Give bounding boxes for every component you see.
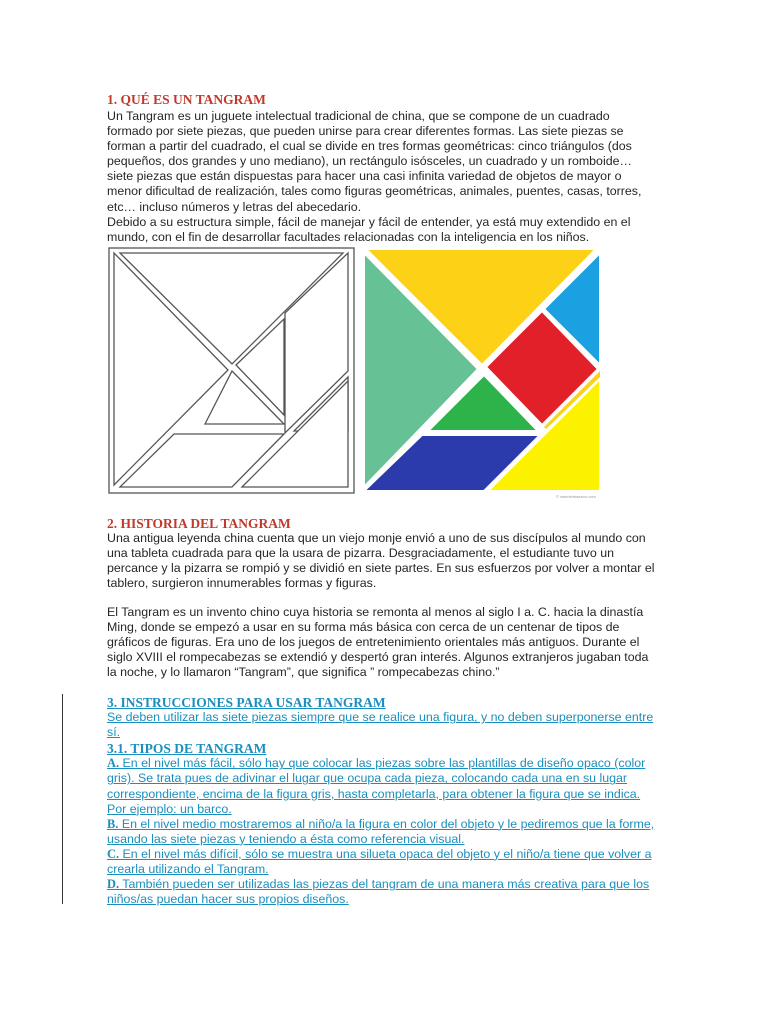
item-line[interactable]: gris). Se trata pues de adivinar el lugar que ocupa cada pieza, colocando cada una en su lugar xyxy=(107,771,628,786)
item-line[interactable]: En el nivel más fácil, sólo hay que colocar las piezas sobre las plantillas de diseño opaco (color xyxy=(119,756,646,771)
text-line: percance y la pizarra se rompió y se dividió en siete partes. En sus esfuerzos por volver a montar el xyxy=(107,561,655,576)
text-line: Ming, donde se empezó a usar en su forma más básica con cerca de un centenar de tipos de xyxy=(107,620,620,635)
item-line[interactable]: En el nivel medio mostraremos al niño/a la figura en color del objeto y le pediremos que la forme, xyxy=(118,816,655,831)
section-3-intro-line[interactable]: Se deben utilizar las siete piezas siempre que se realice una figura, y no deben superponerse entre xyxy=(107,710,654,725)
text-line: formado por siete piezas, que pueden unirse para crear diferentes formas. Las siete piezas se xyxy=(107,124,624,139)
item-line[interactable]: crearla utilizando el Tangram. xyxy=(107,862,269,877)
text-line: una tableta cuadrada para que la usara de pizarra. Desgraciadamente, el estudiante tuvo un xyxy=(107,546,614,561)
text-line: tablero, surgieron innumerables formas y figuras. xyxy=(107,576,377,591)
text-line: etc… incluso números y letras del abecedario. xyxy=(107,199,362,214)
section-3-1-heading[interactable]: 3.1. TIPOS DE TANGRAM xyxy=(107,741,267,757)
text-line: siete piezas que están dispuestas para hacer una casi infinita variedad de objetos de mayor o xyxy=(107,169,622,184)
section-1-heading: 1. QUÉ ES UN TANGRAM xyxy=(107,92,266,107)
item-line[interactable]: También pueden ser utilizadas las piezas del tangram de una manera más creativa para que los xyxy=(119,877,650,892)
text-line: siglo XVIII el rompecabezas se extendió y despertó gran interés. Algunos extranjeros jugaban toda xyxy=(107,650,649,665)
text-line: gráficos de figuras. Era uno de los juegos de entretenimiento orientales más antiguos. Durante el xyxy=(107,635,640,650)
section-2-para-1 xyxy=(107,531,663,591)
text-line: pequeños, dos grandes y uno mediano), un rectángulo isósceles, un cuadrado y un romboide… xyxy=(107,154,632,169)
item-label[interactable]: B. xyxy=(107,816,119,831)
list-item-a xyxy=(107,756,663,816)
section-2-heading: 2. HISTORIA DEL TANGRAM xyxy=(107,516,291,531)
item-line[interactable]: usando las siete piezas y teniendo a ésta como referencia visual. xyxy=(107,831,465,846)
text-line: Debido a su estructura simple, fácil de manejar y fácil de entender, ya está muy extendido en el xyxy=(107,214,631,229)
text-line: mundo, con el fin de desarrollar facultades relacionadas con la inteligencia en los niños. xyxy=(107,229,590,244)
item-line[interactable]: correspondiente, encima de la figura gris, hasta completarla, para obtener la figura que se indica. xyxy=(107,786,641,801)
section-2-para-2 xyxy=(107,605,663,680)
list-item-b xyxy=(107,817,663,847)
figure-credit: © webdelmaestro.com xyxy=(556,494,596,499)
section-3-intro-line[interactable]: sí. xyxy=(107,725,121,740)
section-1-body xyxy=(107,109,663,245)
section-3-block xyxy=(107,695,663,907)
revision-bar xyxy=(62,694,63,904)
text-line: menor dificultad de realización, tales como figuras geométricas, animales, puentes, casas, torres, xyxy=(107,184,642,199)
item-line[interactable]: niños/as puedan hacer sus propios diseños. xyxy=(107,892,349,907)
text-line: Una antigua leyenda china cuenta que un viejo monje envió a uno de sus discípulos al mundo con xyxy=(107,531,646,545)
list-item-c xyxy=(107,847,663,877)
item-label[interactable]: D. xyxy=(107,877,120,892)
item-line[interactable]: Por ejemplo: un barco. xyxy=(107,801,232,816)
text-line: El Tangram es un invento chino cuya historia se remonta al menos al siglo I a. C. hacia la dinastía xyxy=(107,605,644,619)
tangram-colored-figure xyxy=(362,247,604,493)
text-line: Un Tangram es un juguete intelectual tradicional de china, que se compone de un cuadrado xyxy=(107,109,610,123)
tangram-outline-figure xyxy=(108,247,355,494)
item-label[interactable]: C. xyxy=(107,846,120,861)
item-line[interactable]: En el nivel más difícil, sólo se muestra una silueta opaca del objeto y el niño/a tiene que volver a xyxy=(119,846,652,861)
section-3-heading[interactable]: 3. INSTRUCCIONES PARA USAR TANGRAM xyxy=(107,695,386,710)
text-line: forman a partir del cuadrado, el cual se divide en tres formas geométricas: cinco triángulos (dos xyxy=(107,139,632,154)
item-label[interactable]: A. xyxy=(107,756,120,771)
list-item-d xyxy=(107,877,663,907)
text-line: la noche, y lo llamaron “Tangram”, que significa ” rompecabezas chino.” xyxy=(107,665,500,680)
